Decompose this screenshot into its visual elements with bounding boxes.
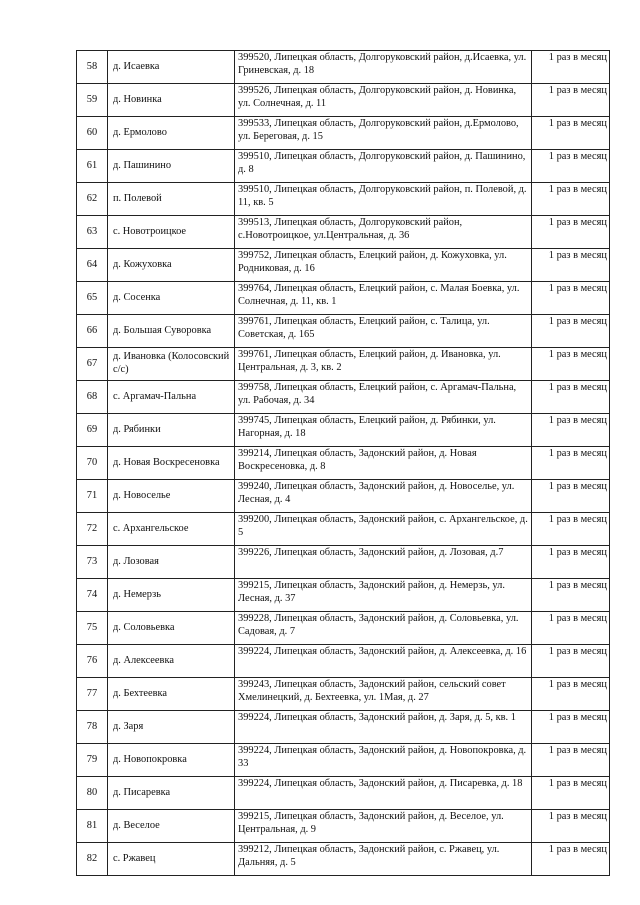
table-row — [77, 612, 610, 645]
settlement-name: д. Новопокровка — [108, 744, 235, 777]
table-row — [77, 810, 610, 843]
row-number: 64 — [77, 249, 108, 282]
settlement-name: д. Немерзь — [108, 579, 235, 612]
settlement-name: с. Аргамач-Пальна — [108, 381, 235, 414]
postal-address: 399761, Липецкая область, Елецкий район, д. Ивановка, ул. Центральная, д. 3, кв. 2 — [235, 348, 532, 381]
visit-frequency: 1 раз в месяц — [532, 282, 610, 315]
table-row — [77, 678, 610, 711]
row-number: 74 — [77, 579, 108, 612]
table-row — [77, 348, 610, 381]
settlement-name: д. Алексеевка — [108, 645, 235, 678]
visit-frequency: 1 раз в месяц — [532, 546, 610, 579]
visit-frequency: 1 раз в месяц — [532, 348, 610, 381]
visit-frequency: 1 раз в месяц — [532, 744, 610, 777]
table-row — [77, 744, 610, 777]
postal-address: 399752, Липецкая область, Елецкий район, д. Кожуховка, ул. Родниковая, д. 16 — [235, 249, 532, 282]
postal-address: 399513, Липецкая область, Долгоруковский район, с.Новотроицкое, ул.Центральная, д. 36 — [235, 216, 532, 249]
settlement-name: д. Лозовая — [108, 546, 235, 579]
settlement-name: с. Ржавец — [108, 843, 235, 876]
settlement-name: д. Новая Воскресеновка — [108, 447, 235, 480]
table-row — [77, 282, 610, 315]
settlement-name: д. Заря — [108, 711, 235, 744]
visit-frequency: 1 раз в месяц — [532, 150, 610, 183]
visit-frequency: 1 раз в месяц — [532, 381, 610, 414]
postal-address: 399510, Липецкая область, Долгоруковский район, д. Пашинино, д. 8 — [235, 150, 532, 183]
row-number: 81 — [77, 810, 108, 843]
table-row — [77, 51, 610, 84]
row-number: 60 — [77, 117, 108, 150]
row-number: 70 — [77, 447, 108, 480]
settlement-name: д. Новинка — [108, 84, 235, 117]
postal-address: 399761, Липецкая область, Елецкий район, с. Талица, ул. Советская, д. 165 — [235, 315, 532, 348]
row-number: 73 — [77, 546, 108, 579]
settlement-name: д. Кожуховка — [108, 249, 235, 282]
postal-address: 399745, Липецкая область, Елецкий район, д. Рябинки, ул. Нагорная, д. 18 — [235, 414, 532, 447]
row-number: 67 — [77, 348, 108, 381]
settlement-name: д. Ермолово — [108, 117, 235, 150]
table-row — [77, 315, 610, 348]
settlement-name: д. Рябинки — [108, 414, 235, 447]
postal-address: 399520, Липецкая область, Долгоруковский район, д.Исаевка, ул. Гриневская, д. 18 — [235, 51, 532, 84]
table-row — [77, 513, 610, 546]
postal-address: 399215, Липецкая область, Задонский район, д. Веселое, ул. Центральная, д. 9 — [235, 810, 532, 843]
row-number: 62 — [77, 183, 108, 216]
postal-address: 399212, Липецкая область, Задонский район, с. Ржавец, ул. Дальняя, д. 5 — [235, 843, 532, 876]
settlement-name: д. Сосенка — [108, 282, 235, 315]
row-number: 79 — [77, 744, 108, 777]
postal-address: 399224, Липецкая область, Задонский район, д. Новопокровка, д. 33 — [235, 744, 532, 777]
postal-address: 399224, Липецкая область, Задонский район, д. Алексеевка, д. 16 — [235, 645, 532, 678]
postal-address: 399228, Липецкая область, Задонский район, д. Соловьевка, ул. Садовая, д. 7 — [235, 612, 532, 645]
row-number: 59 — [77, 84, 108, 117]
row-number: 65 — [77, 282, 108, 315]
row-number: 66 — [77, 315, 108, 348]
table-row — [77, 183, 610, 216]
postal-address: 399764, Липецкая область, Елецкий район, с. Малая Боевка, ул. Солнечная, д. 11, кв. 1 — [235, 282, 532, 315]
row-number: 75 — [77, 612, 108, 645]
visit-frequency: 1 раз в месяц — [532, 777, 610, 810]
visit-frequency: 1 раз в месяц — [532, 711, 610, 744]
table-row — [77, 579, 610, 612]
visit-frequency: 1 раз в месяц — [532, 447, 610, 480]
row-number: 63 — [77, 216, 108, 249]
row-number: 71 — [77, 480, 108, 513]
settlement-name: д. Исаевка — [108, 51, 235, 84]
visit-frequency: 1 раз в месяц — [532, 843, 610, 876]
visit-frequency: 1 раз в месяц — [532, 513, 610, 546]
table-row — [77, 777, 610, 810]
row-number: 68 — [77, 381, 108, 414]
settlement-name: д. Большая Суворовка — [108, 315, 235, 348]
row-number: 76 — [77, 645, 108, 678]
postal-address: 399215, Липецкая область, Задонский район, д. Немерзь, ул. Лесная, д. 37 — [235, 579, 532, 612]
visit-frequency: 1 раз в месяц — [532, 216, 610, 249]
settlement-name: д. Ивановка (Колосовский с/с) — [108, 348, 235, 381]
table-row — [77, 711, 610, 744]
table-row — [77, 381, 610, 414]
settlement-name: с. Новотроицкое — [108, 216, 235, 249]
settlement-name: с. Архангельское — [108, 513, 235, 546]
settlement-name: п. Полевой — [108, 183, 235, 216]
postal-address: 399200, Липецкая область, Задонский район, с. Архангельское, д. 5 — [235, 513, 532, 546]
visit-frequency: 1 раз в месяц — [532, 414, 610, 447]
settlement-name: д. Писаревка — [108, 777, 235, 810]
visit-frequency: 1 раз в месяц — [532, 51, 610, 84]
visit-frequency: 1 раз в месяц — [532, 810, 610, 843]
row-number: 82 — [77, 843, 108, 876]
table-row — [77, 645, 610, 678]
postal-address: 399240, Липецкая область, Задонский район, д. Новоселье, ул. Лесная, д. 4 — [235, 480, 532, 513]
table-row — [77, 843, 610, 876]
table-row — [77, 447, 610, 480]
row-number: 77 — [77, 678, 108, 711]
visit-frequency: 1 раз в месяц — [532, 612, 610, 645]
table-row — [77, 216, 610, 249]
table-row — [77, 150, 610, 183]
visit-frequency: 1 раз в месяц — [532, 579, 610, 612]
visit-frequency: 1 раз в месяц — [532, 249, 610, 282]
row-number: 61 — [77, 150, 108, 183]
visit-frequency: 1 раз в месяц — [532, 183, 610, 216]
postal-address: 399526, Липецкая область, Долгоруковский район, д. Новинка, ул. Солнечная, д. 11 — [235, 84, 532, 117]
postal-address: 399224, Липецкая область, Задонский район, д. Заря, д. 5, кв. 1 — [235, 711, 532, 744]
table-row — [77, 117, 610, 150]
table-body — [77, 51, 610, 876]
visit-frequency: 1 раз в месяц — [532, 480, 610, 513]
settlements-table — [76, 50, 610, 876]
table-row — [77, 84, 610, 117]
visit-frequency: 1 раз в месяц — [532, 678, 610, 711]
visit-frequency: 1 раз в месяц — [532, 315, 610, 348]
row-number: 69 — [77, 414, 108, 447]
table-row — [77, 414, 610, 447]
row-number: 80 — [77, 777, 108, 810]
postal-address: 399758, Липецкая область, Елецкий район, с. Аргамач-Пальна, ул. Рабочая, д. 34 — [235, 381, 532, 414]
table-row — [77, 480, 610, 513]
table-row — [77, 249, 610, 282]
visit-frequency: 1 раз в месяц — [532, 117, 610, 150]
document-page — [76, 50, 610, 876]
table-row — [77, 546, 610, 579]
row-number: 58 — [77, 51, 108, 84]
postal-address: 399533, Липецкая область, Долгоруковский район, д.Ермолово, ул. Береговая, д. 15 — [235, 117, 532, 150]
settlement-name: д. Веселое — [108, 810, 235, 843]
postal-address: 399214, Липецкая область, Задонский район, д. Новая Воскресеновка, д. 8 — [235, 447, 532, 480]
visit-frequency: 1 раз в месяц — [532, 645, 610, 678]
row-number: 72 — [77, 513, 108, 546]
settlement-name: д. Соловьевка — [108, 612, 235, 645]
postal-address: 399226, Липецкая область, Задонский район, д. Лозовая, д.7 — [235, 546, 532, 579]
postal-address: 399510, Липецкая область, Долгоруковский район, п. Полевой, д. 11, кв. 5 — [235, 183, 532, 216]
settlement-name: д. Пашинино — [108, 150, 235, 183]
visit-frequency: 1 раз в месяц — [532, 84, 610, 117]
postal-address: 399243, Липецкая область, Задонский район, сельский совет Хмелинецкий, д. Бехтеевка, ул. 1Мая, д. 27 — [235, 678, 532, 711]
settlement-name: д. Бехтеевка — [108, 678, 235, 711]
settlement-name: д. Новоселье — [108, 480, 235, 513]
postal-address: 399224, Липецкая область, Задонский район, д. Писаревка, д. 18 — [235, 777, 532, 810]
row-number: 78 — [77, 711, 108, 744]
